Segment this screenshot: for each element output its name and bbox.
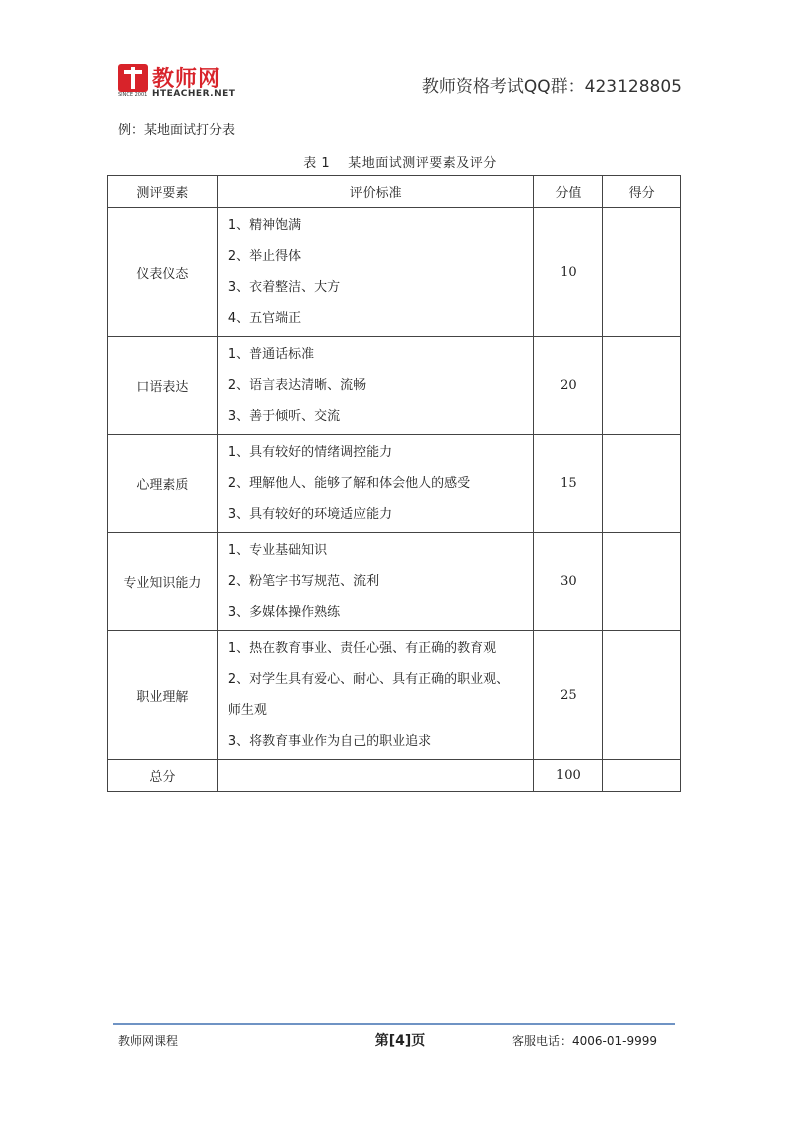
header-got: 得分 <box>603 176 681 208</box>
criteria-line: 1、精神饱满 <box>227 218 302 233</box>
criteria-line: 2、粉笔字书写规范、流利 <box>227 574 380 589</box>
table-row <box>108 631 681 760</box>
intro-text: 例：某地面试打分表 <box>118 123 236 138</box>
row-item: 职业理解 <box>108 631 218 760</box>
criteria-line: 3、善于倾听、交流 <box>227 409 341 424</box>
row-score: 30 <box>534 533 603 631</box>
table-caption <box>0 152 800 171</box>
table-header-row <box>108 176 681 208</box>
row-got <box>603 435 681 533</box>
row-score: 15 <box>534 435 603 533</box>
row-item: 仪表仪态 <box>108 208 218 337</box>
criteria-line: 1、热在教育事业、责任心强、有正确的教育观 <box>227 641 497 656</box>
criteria-line: 3、衣着整洁、大方 <box>227 280 341 295</box>
footer-phone: 客服电话：4006-01-9999 <box>511 1034 657 1048</box>
row-item: 专业知识能力 <box>108 533 218 631</box>
criteria-line: 3、将教育事业作为自己的职业追求 <box>227 734 432 749</box>
row-score: 25 <box>534 631 603 760</box>
header-criteria: 评价标准 <box>217 176 533 208</box>
header-score: 分值 <box>534 176 603 208</box>
total-label: 总分 <box>108 760 218 792</box>
row-criteria <box>217 208 533 337</box>
row-item: 心理素质 <box>108 435 218 533</box>
header-item: 测评要素 <box>108 176 218 208</box>
criteria-line: 2、语言表达清晰、流畅 <box>227 378 367 393</box>
logo-chinese-text: 教师网 <box>152 67 222 92</box>
score-table <box>107 175 681 792</box>
table-row <box>108 208 681 337</box>
table-row <box>108 533 681 631</box>
row-got <box>603 631 681 760</box>
row-criteria <box>217 631 533 760</box>
row-got <box>603 208 681 337</box>
row-criteria <box>217 337 533 435</box>
table-total-row <box>108 760 681 792</box>
row-criteria <box>217 533 533 631</box>
row-criteria <box>217 435 533 533</box>
criteria-line: 3、具有较好的环境适应能力 <box>227 507 393 522</box>
row-item: 口语表达 <box>108 337 218 435</box>
criteria-line: 1、专业基础知识 <box>227 543 328 558</box>
total-score: 100 <box>534 760 603 792</box>
logo-since-text: SINCE 2001 <box>118 92 148 98</box>
criteria-line: 4、五官端正 <box>227 311 302 326</box>
row-got <box>603 337 681 435</box>
table-title: 某地面试测评要素及评分 <box>348 156 497 171</box>
row-score: 10 <box>534 208 603 337</box>
brand-logo <box>118 64 248 100</box>
logo-mark-icon <box>118 64 148 92</box>
total-criteria <box>217 760 533 792</box>
criteria-line: 2、举止得体 <box>227 249 302 264</box>
row-got <box>603 533 681 631</box>
row-score: 20 <box>534 337 603 435</box>
criteria-line: 师生观 <box>227 703 267 718</box>
logo-english-text: HTEACHER.NET <box>152 89 236 99</box>
page-number: 第[4]页 <box>374 1033 426 1049</box>
criteria-line: 1、普通话标准 <box>227 347 315 362</box>
table-number: 表 1 <box>303 156 331 171</box>
total-got <box>603 760 681 792</box>
footer-rule <box>113 1023 675 1025</box>
header-contact: 教师资格考试QQ群：423128805 <box>421 77 682 97</box>
criteria-line: 3、多媒体操作熟练 <box>227 605 341 620</box>
table-row <box>108 435 681 533</box>
footer-course-label: 教师网课程 <box>118 1034 179 1048</box>
criteria-line: 1、具有较好的情绪调控能力 <box>227 445 393 460</box>
table-row <box>108 337 681 435</box>
criteria-line: 2、理解他人、能够了解和体会他人的感受 <box>227 476 471 491</box>
criteria-line: 2、对学生具有爱心、耐心、具有正确的职业观、 <box>227 672 510 687</box>
